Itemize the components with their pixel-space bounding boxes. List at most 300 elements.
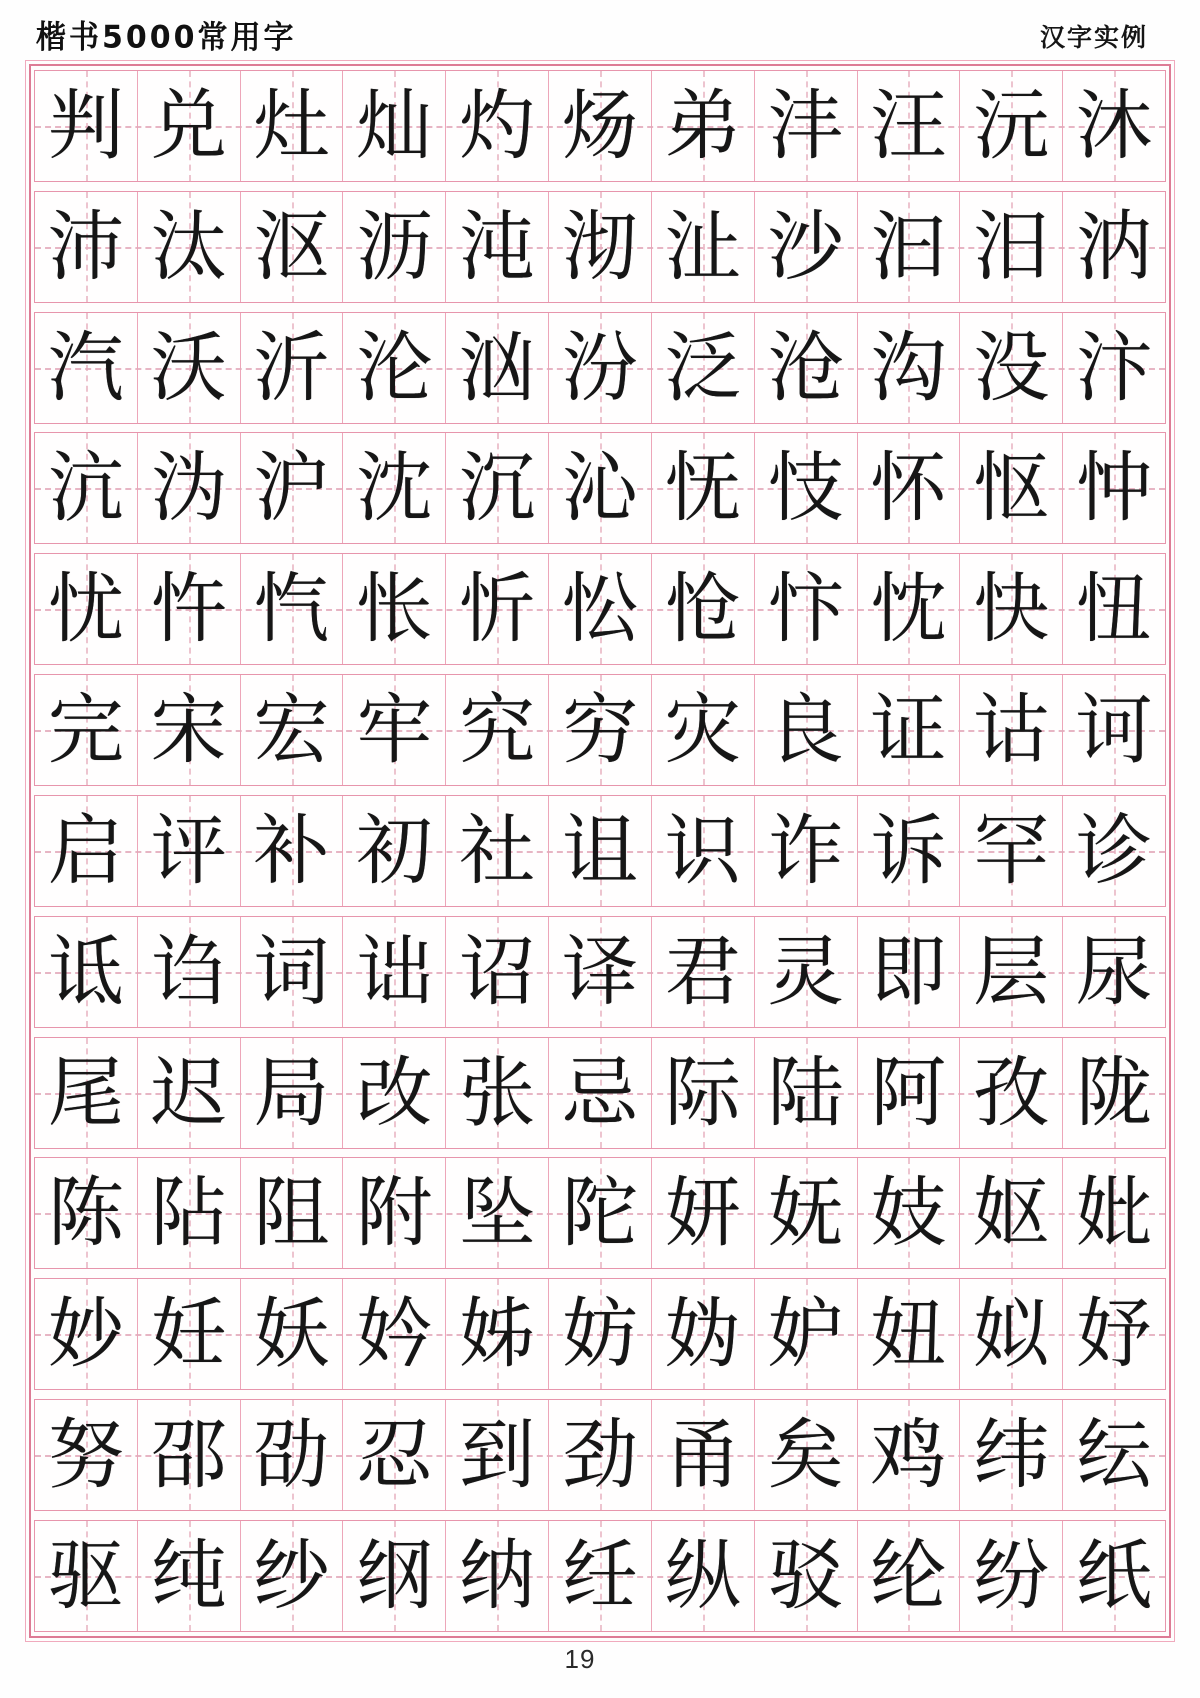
character-glyph: 灶 <box>253 81 330 170</box>
character-cell <box>241 554 344 664</box>
character-cell <box>858 1521 961 1631</box>
character-cell <box>960 313 1063 423</box>
character-glyph: 汾 <box>561 322 638 412</box>
character-cell <box>960 433 1063 543</box>
grid-row <box>34 916 1166 1028</box>
character-cell <box>858 1038 961 1148</box>
character-cell <box>549 554 652 664</box>
character-glyph: 灵 <box>767 926 844 1016</box>
character-glyph: 沁 <box>561 443 638 533</box>
character-glyph: 识 <box>664 805 741 895</box>
character-glyph: 驳 <box>767 1530 844 1620</box>
character-cell <box>755 1158 858 1268</box>
grid-row <box>34 1157 1166 1269</box>
character-glyph: 陆 <box>767 1047 844 1137</box>
character-cell <box>960 917 1063 1027</box>
page-footer <box>0 1644 1200 1675</box>
character-glyph: 妍 <box>664 1168 741 1258</box>
character-cell <box>960 1038 1063 1148</box>
character-glyph: 穷 <box>561 685 638 775</box>
character-glyph: 罕 <box>973 805 1050 895</box>
character-glyph: 沦 <box>356 322 433 412</box>
character-glyph: 陇 <box>1076 1047 1153 1137</box>
character-glyph: 忤 <box>150 564 227 654</box>
character-glyph: 诈 <box>767 805 844 895</box>
character-cell <box>858 1400 961 1510</box>
character-cell <box>241 917 344 1027</box>
character-glyph: 忌 <box>561 1047 638 1137</box>
grid-row <box>34 432 1166 544</box>
character-cell <box>35 1400 138 1510</box>
character-cell <box>241 433 344 543</box>
character-glyph: 孜 <box>973 1047 1050 1137</box>
character-cell <box>652 313 755 423</box>
character-glyph: 阿 <box>870 1047 947 1137</box>
character-cell <box>755 1521 858 1631</box>
character-glyph: 忧 <box>47 564 124 654</box>
character-glyph: 良 <box>767 685 844 775</box>
character-glyph: 沟 <box>870 322 947 412</box>
character-cell <box>446 1158 549 1268</box>
character-glyph: 泛 <box>664 322 741 412</box>
character-cell <box>858 1279 961 1389</box>
character-glyph: 忾 <box>253 564 330 654</box>
character-glyph: 妊 <box>150 1289 227 1379</box>
character-glyph: 忍 <box>356 1410 433 1500</box>
character-cell <box>446 1038 549 1148</box>
character-cell <box>858 796 961 906</box>
character-glyph: 判 <box>47 81 124 170</box>
character-cell <box>138 1400 241 1510</box>
character-glyph: 纲 <box>356 1530 433 1620</box>
character-glyph: 诎 <box>356 926 433 1016</box>
character-glyph: 诌 <box>150 926 227 1016</box>
character-cell <box>652 554 755 664</box>
character-glyph: 纶 <box>870 1530 947 1620</box>
character-glyph: 鸡 <box>870 1410 947 1500</box>
character-cell <box>1063 433 1165 543</box>
character-cell <box>343 917 446 1027</box>
character-cell <box>858 192 961 302</box>
character-cell <box>343 71 446 181</box>
character-cell <box>652 433 755 543</box>
character-glyph: 宋 <box>150 685 227 775</box>
character-cell <box>960 1158 1063 1268</box>
character-cell <box>446 192 549 302</box>
character-glyph: 纱 <box>253 1530 330 1620</box>
character-glyph: 沤 <box>253 201 330 291</box>
character-glyph: 沚 <box>664 201 741 291</box>
character-cell <box>1063 1279 1165 1389</box>
character-glyph: 沙 <box>767 201 844 291</box>
character-glyph: 汴 <box>1076 322 1153 412</box>
character-glyph: 改 <box>356 1047 433 1137</box>
character-cell <box>343 1158 446 1268</box>
character-glyph: 沛 <box>47 201 124 291</box>
character-cell <box>1063 313 1165 423</box>
character-glyph: 怃 <box>664 443 741 533</box>
character-glyph: 忱 <box>870 564 947 654</box>
character-cell <box>755 1038 858 1148</box>
character-glyph: 尾 <box>47 1047 124 1137</box>
character-glyph: 词 <box>253 926 330 1016</box>
grid-row <box>34 191 1166 303</box>
character-glyph: 阻 <box>253 1168 330 1258</box>
character-glyph: 矣 <box>767 1410 844 1500</box>
character-cell <box>960 554 1063 664</box>
character-glyph: 快 <box>973 564 1050 654</box>
character-cell <box>549 1400 652 1510</box>
character-glyph: 尿 <box>1076 926 1153 1016</box>
character-cell <box>446 1400 549 1510</box>
grid-row <box>34 70 1166 182</box>
character-cell <box>138 1279 241 1389</box>
grid-row <box>34 553 1166 665</box>
character-glyph: 诂 <box>973 685 1050 775</box>
character-glyph: 诉 <box>870 805 947 895</box>
character-glyph: 忪 <box>561 564 638 654</box>
character-cell <box>549 1279 652 1389</box>
page-number: 19 <box>564 1644 596 1674</box>
character-cell <box>549 71 652 181</box>
character-cell <box>1063 192 1165 302</box>
grid-row <box>34 1520 1166 1632</box>
character-glyph: 沐 <box>1076 81 1153 170</box>
character-cell <box>858 554 961 664</box>
character-glyph: 灼 <box>459 81 536 170</box>
character-glyph: 纳 <box>459 1530 536 1620</box>
character-cell <box>755 917 858 1027</box>
character-cell <box>960 1279 1063 1389</box>
character-glyph: 忸 <box>1076 564 1153 654</box>
character-cell <box>549 1521 652 1631</box>
character-cell <box>549 675 652 785</box>
character-glyph: 灿 <box>356 81 433 170</box>
character-glyph: 劲 <box>561 1410 638 1500</box>
character-glyph: 妤 <box>1076 1289 1153 1379</box>
character-glyph: 忻 <box>459 564 536 654</box>
character-glyph: 纭 <box>1076 1410 1153 1500</box>
character-glyph: 陀 <box>561 1168 638 1258</box>
character-cell <box>35 1279 138 1389</box>
character-glyph: 姊 <box>459 1289 536 1379</box>
character-glyph: 沩 <box>150 443 227 533</box>
character-grid-outer-frame <box>25 60 1175 1642</box>
character-glyph: 初 <box>356 805 433 895</box>
character-glyph: 妖 <box>253 1289 330 1379</box>
character-cell <box>652 796 755 906</box>
character-glyph: 诅 <box>561 805 638 895</box>
character-cell <box>241 71 344 181</box>
character-cell <box>1063 71 1165 181</box>
character-glyph: 妞 <box>870 1289 947 1379</box>
character-glyph: 妪 <box>973 1168 1050 1258</box>
character-cell <box>241 192 344 302</box>
character-cell <box>960 192 1063 302</box>
character-cell <box>755 313 858 423</box>
character-cell <box>241 1038 344 1148</box>
character-glyph: 沣 <box>767 81 844 170</box>
character-cell <box>138 433 241 543</box>
character-cell <box>343 192 446 302</box>
character-glyph: 阽 <box>150 1168 227 1258</box>
character-cell <box>960 796 1063 906</box>
character-cell <box>343 675 446 785</box>
character-cell <box>652 192 755 302</box>
character-glyph: 汪 <box>870 81 947 170</box>
character-glyph: 究 <box>459 685 536 775</box>
character-glyph: 陈 <box>47 1168 124 1258</box>
character-glyph: 补 <box>253 805 330 895</box>
character-cell <box>446 796 549 906</box>
character-glyph: 纵 <box>664 1530 741 1620</box>
character-glyph: 汨 <box>973 201 1050 291</box>
character-cell <box>446 1521 549 1631</box>
grid-row <box>34 1037 1166 1149</box>
character-glyph: 宏 <box>253 685 330 775</box>
character-cell <box>138 1521 241 1631</box>
character-cell <box>1063 1038 1165 1148</box>
character-glyph: 诋 <box>47 926 124 1016</box>
character-cell <box>755 1279 858 1389</box>
character-cell <box>549 313 652 423</box>
character-cell <box>652 1279 755 1389</box>
character-glyph: 怀 <box>870 443 947 533</box>
character-cell <box>138 554 241 664</box>
character-glyph: 汩 <box>870 201 947 291</box>
character-cell <box>960 675 1063 785</box>
character-glyph: 张 <box>459 1047 536 1137</box>
character-glyph: 邵 <box>150 1410 227 1500</box>
character-glyph: 启 <box>47 805 124 895</box>
character-glyph: 妫 <box>664 1289 741 1379</box>
character-glyph: 兑 <box>150 81 227 170</box>
character-cell <box>549 192 652 302</box>
character-cell <box>241 675 344 785</box>
character-glyph: 纴 <box>561 1530 638 1620</box>
character-cell <box>549 917 652 1027</box>
character-cell <box>652 1158 755 1268</box>
character-glyph: 际 <box>664 1047 741 1137</box>
character-cell <box>35 796 138 906</box>
character-glyph: 评 <box>150 805 227 895</box>
character-cell <box>343 433 446 543</box>
character-cell <box>35 71 138 181</box>
character-cell <box>35 675 138 785</box>
character-glyph: 妒 <box>767 1289 844 1379</box>
character-glyph: 纯 <box>150 1530 227 1620</box>
character-glyph: 沏 <box>561 201 638 291</box>
character-cell <box>960 1400 1063 1510</box>
character-cell <box>138 313 241 423</box>
grid-row <box>34 674 1166 786</box>
grid-row <box>34 312 1166 424</box>
character-cell <box>1063 917 1165 1027</box>
character-glyph: 灾 <box>664 685 741 775</box>
grid-row <box>34 795 1166 907</box>
character-glyph: 纸 <box>1076 1530 1153 1620</box>
character-cell <box>755 554 858 664</box>
character-cell <box>35 313 138 423</box>
character-glyph: 汰 <box>150 201 227 291</box>
page-header <box>0 6 1200 58</box>
character-glyph: 姒 <box>973 1289 1050 1379</box>
character-glyph: 诊 <box>1076 805 1153 895</box>
character-glyph: 忡 <box>1076 443 1153 533</box>
character-glyph: 妙 <box>47 1289 124 1379</box>
character-cell <box>138 1038 241 1148</box>
character-glyph: 证 <box>870 685 947 775</box>
character-cell <box>446 313 549 423</box>
character-cell <box>35 1158 138 1268</box>
character-glyph: 弟 <box>664 81 741 170</box>
character-cell <box>755 675 858 785</box>
character-glyph: 牢 <box>356 685 433 775</box>
character-cell <box>1063 1158 1165 1268</box>
character-cell <box>960 1521 1063 1631</box>
character-glyph: 沥 <box>356 201 433 291</box>
character-cell <box>138 1158 241 1268</box>
character-cell <box>1063 554 1165 664</box>
character-glyph: 附 <box>356 1168 433 1258</box>
character-cell <box>549 433 652 543</box>
character-cell <box>35 1521 138 1631</box>
character-cell <box>652 675 755 785</box>
character-glyph: 汽 <box>47 322 124 412</box>
character-glyph: 没 <box>973 322 1050 412</box>
character-glyph: 妓 <box>870 1168 947 1258</box>
character-cell <box>755 192 858 302</box>
character-cell <box>858 71 961 181</box>
character-cell <box>858 917 961 1027</box>
character-glyph: 社 <box>459 805 536 895</box>
character-glyph: 沪 <box>253 443 330 533</box>
character-glyph: 怆 <box>664 564 741 654</box>
character-glyph: 怅 <box>356 564 433 654</box>
character-cell <box>241 1400 344 1510</box>
book-title: 楷书5000常用字 <box>36 19 297 57</box>
character-cell <box>1063 675 1165 785</box>
character-cell <box>343 1038 446 1148</box>
character-glyph: 沉 <box>459 443 536 533</box>
character-cell <box>858 1158 961 1268</box>
character-cell <box>446 71 549 181</box>
character-glyph: 汭 <box>1076 201 1153 291</box>
character-cell <box>343 554 446 664</box>
character-cell <box>35 554 138 664</box>
section-title: 汉字实例 <box>1039 23 1148 52</box>
character-cell <box>241 1279 344 1389</box>
character-cell <box>241 796 344 906</box>
character-glyph: 诏 <box>459 926 536 1016</box>
character-glyph: 甬 <box>664 1410 741 1500</box>
character-glyph: 君 <box>664 926 741 1016</box>
character-cell <box>755 433 858 543</box>
character-glyph: 驱 <box>47 1530 124 1620</box>
character-cell <box>1063 1521 1165 1631</box>
grid-row <box>34 1278 1166 1390</box>
character-glyph: 纷 <box>973 1530 1050 1620</box>
character-glyph: 沈 <box>356 443 433 533</box>
character-cell <box>343 1521 446 1631</box>
character-glyph: 层 <box>973 926 1050 1016</box>
character-glyph: 局 <box>253 1047 330 1137</box>
character-cell <box>652 1400 755 1510</box>
character-grid <box>29 64 1171 1638</box>
character-glyph: 努 <box>47 1410 124 1500</box>
character-cell <box>343 313 446 423</box>
character-glyph: 沂 <box>253 322 330 412</box>
grid-row <box>34 1399 1166 1511</box>
character-glyph: 妩 <box>767 1168 844 1258</box>
character-glyph: 到 <box>459 1410 536 1500</box>
character-glyph: 沃 <box>150 322 227 412</box>
character-cell <box>446 1279 549 1389</box>
character-cell <box>138 675 241 785</box>
character-glyph: 妨 <box>561 1289 638 1379</box>
character-cell <box>652 1038 755 1148</box>
character-glyph: 诃 <box>1076 685 1153 775</box>
character-glyph: 汹 <box>459 322 536 412</box>
character-glyph: 劭 <box>253 1410 330 1500</box>
character-cell <box>652 917 755 1027</box>
character-cell <box>549 1038 652 1148</box>
character-cell <box>858 313 961 423</box>
character-glyph: 忭 <box>767 564 844 654</box>
character-cell <box>241 313 344 423</box>
character-glyph: 沌 <box>459 201 536 291</box>
character-cell <box>446 917 549 1027</box>
character-cell <box>960 71 1063 181</box>
character-cell <box>343 1400 446 1510</box>
character-cell <box>858 675 961 785</box>
character-cell <box>446 554 549 664</box>
character-glyph: 沅 <box>973 81 1050 170</box>
character-cell <box>35 433 138 543</box>
character-glyph: 妣 <box>1076 1168 1153 1258</box>
character-cell <box>755 796 858 906</box>
character-cell <box>35 1038 138 1148</box>
character-cell <box>343 796 446 906</box>
character-glyph: 完 <box>47 685 124 775</box>
character-glyph: 即 <box>870 926 947 1016</box>
character-glyph: 沧 <box>767 322 844 412</box>
character-glyph: 忮 <box>767 443 844 533</box>
character-cell <box>549 1158 652 1268</box>
character-cell <box>138 796 241 906</box>
character-cell <box>652 1521 755 1631</box>
character-glyph: 炀 <box>561 81 638 170</box>
character-glyph: 怄 <box>973 443 1050 533</box>
character-cell <box>138 917 241 1027</box>
character-glyph: 纬 <box>973 1410 1050 1500</box>
character-cell <box>241 1158 344 1268</box>
character-cell <box>241 1521 344 1631</box>
character-cell <box>138 192 241 302</box>
character-cell <box>755 71 858 181</box>
character-cell <box>35 192 138 302</box>
character-glyph: 译 <box>561 926 638 1016</box>
character-cell <box>446 433 549 543</box>
character-glyph: 妗 <box>356 1289 433 1379</box>
character-glyph: 沆 <box>47 443 124 533</box>
character-cell <box>1063 1400 1165 1510</box>
character-cell <box>35 917 138 1027</box>
character-cell <box>755 1400 858 1510</box>
character-cell <box>138 71 241 181</box>
character-glyph: 坠 <box>459 1168 536 1258</box>
character-cell <box>858 433 961 543</box>
